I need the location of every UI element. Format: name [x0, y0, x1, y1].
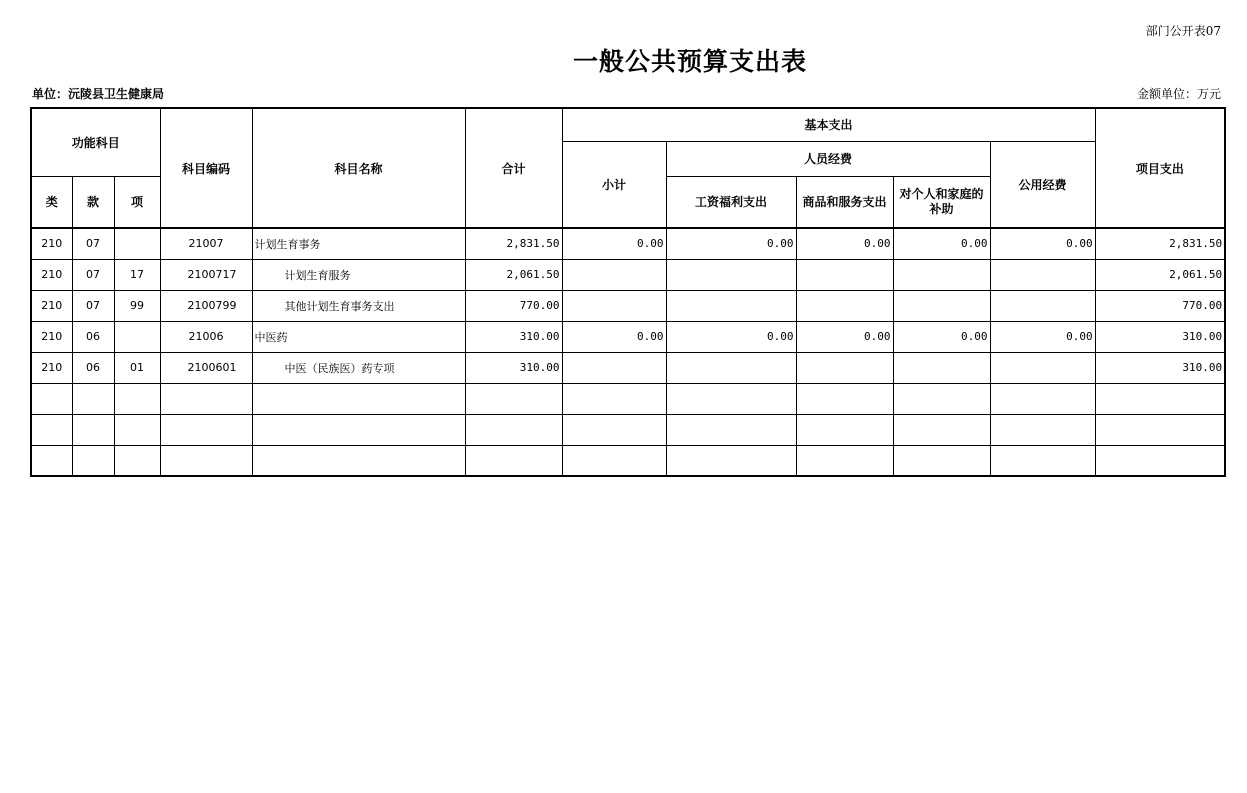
- cell-lei: 210: [31, 290, 72, 321]
- empty-cell: [72, 383, 114, 414]
- cell-goods: [796, 352, 893, 383]
- cell-goods: 0.00: [796, 321, 893, 352]
- cell-code: 21006: [160, 321, 252, 352]
- cell-salary: 0.00: [666, 321, 796, 352]
- empty-cell: [72, 414, 114, 445]
- empty-cell: [31, 383, 72, 414]
- empty-cell: [666, 414, 796, 445]
- cell-total: 2,061.50: [465, 259, 562, 290]
- cell-xiang: 01: [114, 352, 160, 383]
- empty-cell: [1095, 383, 1225, 414]
- cell-kuan: 06: [72, 321, 114, 352]
- cell-kuan: 07: [72, 259, 114, 290]
- cell-lei: 210: [31, 321, 72, 352]
- table-row: [31, 259, 1225, 290]
- cell-name: 其他计划生育事务支出: [252, 290, 465, 321]
- cell-salary: [666, 259, 796, 290]
- header-personnel: 人员经费: [666, 141, 990, 176]
- cell-individual: [893, 259, 990, 290]
- empty-cell: [562, 383, 666, 414]
- empty-cell: [252, 445, 465, 476]
- budget-expenditure-table: [30, 107, 1226, 477]
- empty-cell: [465, 445, 562, 476]
- empty-row: [31, 383, 1225, 414]
- cell-individual: [893, 352, 990, 383]
- cell-code: 2100717: [160, 259, 252, 290]
- cell-lei: 210: [31, 228, 72, 259]
- table-row: [31, 321, 1225, 352]
- header-goods-services: 商品和服务支出: [796, 176, 893, 228]
- empty-cell: [160, 414, 252, 445]
- empty-cell: [990, 383, 1095, 414]
- empty-cell: [252, 414, 465, 445]
- cell-name: 中医（民族医）药专项: [252, 352, 465, 383]
- cell-code: 2100799: [160, 290, 252, 321]
- empty-cell: [666, 383, 796, 414]
- cell-lei: 210: [31, 352, 72, 383]
- form-number: 部门公开表07: [1145, 24, 1221, 38]
- cell-project: 2,831.50: [1095, 228, 1225, 259]
- cell-salary: [666, 290, 796, 321]
- empty-row: [31, 445, 1225, 476]
- header-project-expenditure: 项目支出: [1095, 108, 1225, 228]
- cell-public: [990, 259, 1095, 290]
- cell-kuan: 07: [72, 228, 114, 259]
- empty-cell: [160, 445, 252, 476]
- cell-project: 310.00: [1095, 352, 1225, 383]
- header-lei: 类: [31, 176, 72, 228]
- amount-unit: 金额单位：万元: [1136, 87, 1221, 101]
- table-row: [31, 290, 1225, 321]
- empty-cell: [796, 383, 893, 414]
- table-row: [31, 352, 1225, 383]
- header-salary: 工资福利支出: [666, 176, 796, 228]
- empty-cell: [893, 414, 990, 445]
- cell-xiang: 99: [114, 290, 160, 321]
- table-row: [31, 228, 1225, 259]
- empty-cell: [893, 383, 990, 414]
- empty-cell: [990, 414, 1095, 445]
- cell-total: 310.00: [465, 352, 562, 383]
- header-basic-expenditure: 基本支出: [562, 108, 1095, 141]
- empty-cell: [562, 414, 666, 445]
- cell-goods: 0.00: [796, 228, 893, 259]
- cell-project: 2,061.50: [1095, 259, 1225, 290]
- header-function-subject: 功能科目: [31, 108, 160, 176]
- reporting-unit: 单位：沅陵县卫生健康局: [32, 87, 165, 101]
- empty-cell: [114, 445, 160, 476]
- cell-kuan: 07: [72, 290, 114, 321]
- cell-xiang: [114, 321, 160, 352]
- cell-public: 0.00: [990, 228, 1095, 259]
- cell-subtotal: [562, 352, 666, 383]
- empty-cell: [990, 445, 1095, 476]
- empty-row: [31, 414, 1225, 445]
- cell-subtotal: [562, 259, 666, 290]
- header-code: 科目编码: [160, 108, 252, 228]
- cell-individual: 0.00: [893, 321, 990, 352]
- header-total: 合计: [465, 108, 562, 228]
- cell-code: 2100601: [160, 352, 252, 383]
- empty-cell: [666, 445, 796, 476]
- empty-cell: [252, 383, 465, 414]
- cell-subtotal: 0.00: [562, 321, 666, 352]
- cell-salary: [666, 352, 796, 383]
- cell-lei: 210: [31, 259, 72, 290]
- cell-total: 770.00: [465, 290, 562, 321]
- cell-total: 2,831.50: [465, 228, 562, 259]
- cell-project: 770.00: [1095, 290, 1225, 321]
- cell-total: 310.00: [465, 321, 562, 352]
- cell-individual: [893, 290, 990, 321]
- page-title: 一般公共预算支出表: [572, 47, 807, 76]
- empty-cell: [465, 383, 562, 414]
- cell-xiang: 17: [114, 259, 160, 290]
- cell-salary: 0.00: [666, 228, 796, 259]
- cell-project: 310.00: [1095, 321, 1225, 352]
- cell-xiang: [114, 228, 160, 259]
- empty-cell: [562, 445, 666, 476]
- cell-kuan: 06: [72, 352, 114, 383]
- empty-cell: [1095, 414, 1225, 445]
- cell-public: 0.00: [990, 321, 1095, 352]
- cell-code: 21007: [160, 228, 252, 259]
- empty-cell: [796, 445, 893, 476]
- header-kuan: 款: [72, 176, 114, 228]
- cell-goods: [796, 259, 893, 290]
- cell-name: 计划生育服务: [252, 259, 465, 290]
- empty-cell: [796, 414, 893, 445]
- empty-cell: [31, 445, 72, 476]
- empty-cell: [72, 445, 114, 476]
- header-xiang: 项: [114, 176, 160, 228]
- empty-cell: [31, 414, 72, 445]
- header-public-funds: 公用经费: [990, 141, 1095, 228]
- cell-name: 中医药: [252, 321, 465, 352]
- header-individual-subsidy: 对个人和家庭的补助: [893, 176, 990, 228]
- empty-cell: [465, 414, 562, 445]
- cell-subtotal: [562, 290, 666, 321]
- header-name: 科目名称: [252, 108, 465, 228]
- header-subtotal: 小计: [562, 141, 666, 228]
- empty-cell: [160, 383, 252, 414]
- cell-subtotal: 0.00: [562, 228, 666, 259]
- empty-cell: [114, 414, 160, 445]
- cell-public: [990, 290, 1095, 321]
- empty-cell: [893, 445, 990, 476]
- cell-individual: 0.00: [893, 228, 990, 259]
- cell-goods: [796, 290, 893, 321]
- cell-name: 计划生育事务: [252, 228, 465, 259]
- cell-public: [990, 352, 1095, 383]
- empty-cell: [1095, 445, 1225, 476]
- empty-cell: [114, 383, 160, 414]
